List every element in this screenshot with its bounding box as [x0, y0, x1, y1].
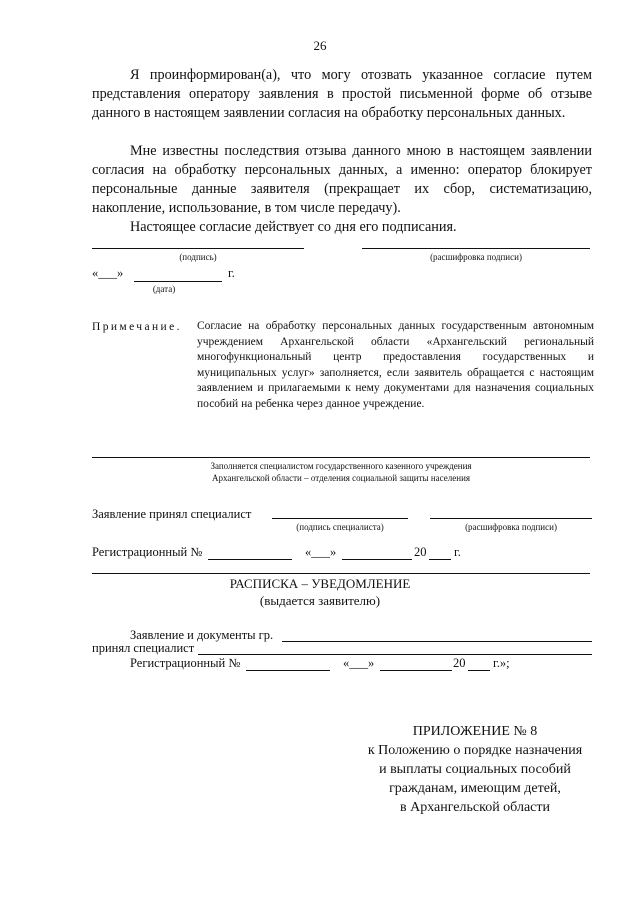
- reg-date-month-line[interactable]: [342, 559, 412, 560]
- signature-decode-caption: (расшифровка подписи): [430, 252, 522, 262]
- receipt-reg-date-day[interactable]: «___»: [343, 656, 375, 670]
- receipt-reg-label: Регистрационный №: [130, 656, 241, 670]
- appendix-title: ПРИЛОЖЕНИЕ № 8: [412, 724, 538, 739]
- signature-line[interactable]: [92, 248, 304, 249]
- specialist-caption-line2: Архангельской области – отделения социальной защиты населения: [211, 473, 471, 483]
- receipt-reg-date-year: 20: [453, 656, 466, 670]
- signature-decode-line[interactable]: [362, 248, 590, 249]
- section-divider: [92, 457, 590, 458]
- reg-date-day[interactable]: «___»: [305, 545, 337, 559]
- receipt-specialist-line[interactable]: [198, 654, 592, 655]
- reg-date-year-line[interactable]: [429, 559, 451, 560]
- note-label: Примечание.: [92, 321, 182, 333]
- signature-caption: (подпись): [179, 252, 217, 262]
- specialist-decode-caption: (расшифровка подписи): [465, 522, 557, 532]
- appendix-line5: в Архангельской области: [400, 800, 550, 815]
- date-caption: (дата): [152, 284, 176, 294]
- reg-date-suffix: г.: [454, 545, 461, 559]
- accepted-by-label: Заявление принял специалист: [92, 507, 252, 521]
- receipt-title: РАСПИСКА – УВЕДОМЛЕНИЕ: [229, 576, 411, 591]
- specialist-sign-caption: (подпись специалиста): [296, 522, 384, 532]
- page-number: 26: [313, 38, 327, 53]
- reg-date-year: 20: [414, 545, 427, 559]
- receipt-reg-date-month-line[interactable]: [380, 670, 452, 671]
- paragraph-validity: Настоящее согласие действует со дня его подписания.: [130, 219, 457, 235]
- receipt-reg-line[interactable]: [246, 670, 330, 671]
- paragraph-consequences: Мне известны последствия отзыва данного мною в настоящем заявлении согласия на обработку персональных данных, а именно: оператор блокирует персональные данные заявителя (прекращает их сбор, систематизацию, накопление, использование, в том числе передачу).: [92, 143, 592, 216]
- receipt-docs-label: Заявление и документы гр.: [130, 628, 274, 642]
- appendix-line4: гражданам, имеющим детей,: [389, 781, 561, 796]
- reg-number-line[interactable]: [208, 559, 292, 560]
- date-day-field[interactable]: «___»: [92, 266, 124, 280]
- receipt-accepted-label: принял специалист: [92, 641, 195, 655]
- receipt-reg-date-year-line[interactable]: [468, 670, 490, 671]
- specialist-decode-line[interactable]: [430, 518, 592, 519]
- date-year-suffix: г.: [228, 266, 235, 280]
- receipt-docs-line[interactable]: [282, 641, 592, 642]
- date-month-line[interactable]: [134, 281, 222, 282]
- receipt-subtitle: (выдается заявителю): [259, 593, 381, 608]
- reg-number-label: Регистрационный №: [92, 545, 203, 559]
- appendix-line3: и выплаты социальных пособий: [379, 762, 571, 777]
- specialist-sign-line[interactable]: [272, 518, 408, 519]
- specialist-caption-line1: Заполняется специалистом государственного казенного учреждения: [210, 461, 472, 471]
- receipt-reg-suffix: г.»;: [493, 656, 510, 670]
- receipt-divider: [92, 573, 590, 574]
- note-text: Согласие на обработку персональных данных государственным автономным учреждением Архангельской области «Архангельский региональный многофункциональный центр предоставления государственных и муниципальных услуг» заполняется, если заявитель обращается с настоящим заявлением и прилагаемыми к нему документами для назначения социальных пособий на ребенка через данное учреждение.: [197, 320, 594, 410]
- appendix-line2: к Положению о порядке назначения: [367, 743, 583, 758]
- paragraph-revocation: Я проинформирован(а), что могу отозвать указанное согласие путем представления оператору заявления в простой письменной форме об отзыве данного в настоящем заявлении согласия на обработку персональных данных.: [92, 67, 592, 121]
